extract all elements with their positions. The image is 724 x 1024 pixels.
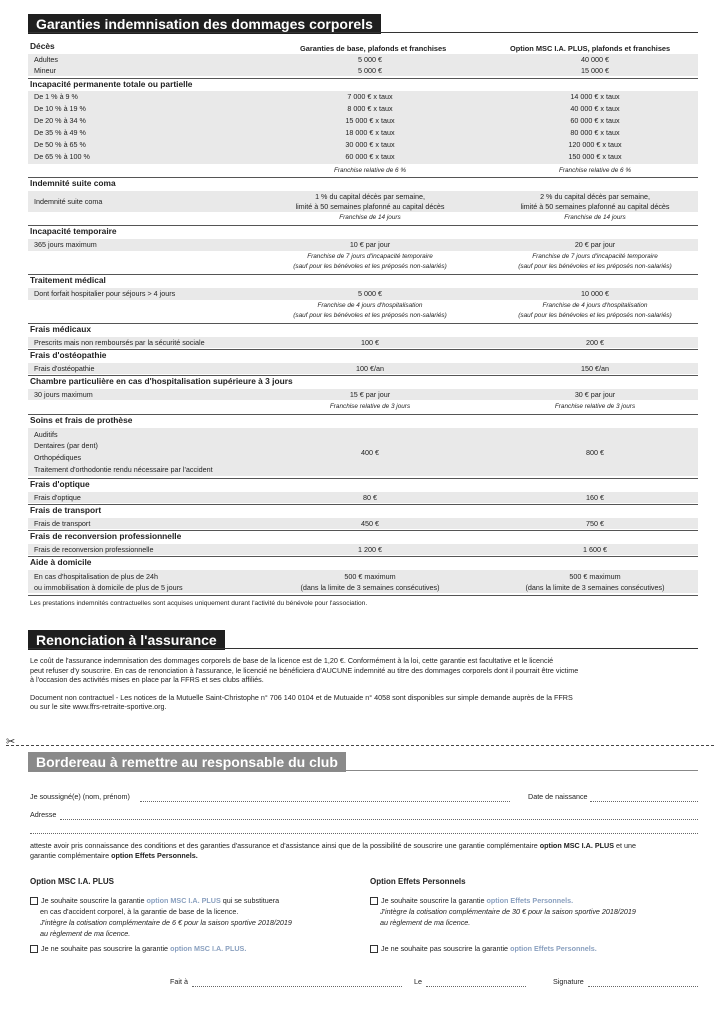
row-label: 365 jours maximum (34, 240, 97, 249)
option-name: option MSC I.A. PLUS (146, 896, 221, 905)
franchise-note: (sauf pour les bénévoles et les préposés non-salariés) (518, 263, 672, 270)
category-frais-medicaux: Frais médicaux (30, 324, 91, 334)
option-text: Je ne souhaite pas souscrire la garantie (381, 944, 509, 953)
value-base: 100 €/an (356, 364, 384, 373)
row-rule (28, 225, 698, 226)
option-text: J'intègre la cotisation complémentaire de 6 € pour la saison sportive 2018/2019 (40, 918, 292, 927)
option-text: au règlement de ma licence. (380, 918, 471, 927)
row-label: De 35 % à 49 % (34, 128, 86, 137)
value-base: 30 000 € x taux (345, 140, 395, 149)
category-incapacite: Incapacité temporaire (30, 226, 117, 236)
value-plus: 800 € (586, 448, 604, 457)
category-prothese: Soins et frais de prothèse (30, 415, 133, 425)
checkbox[interactable] (30, 945, 38, 953)
franchise-note: Franchise de 14 jours (564, 214, 626, 221)
value-plus: 40 000 € x taux (570, 104, 620, 113)
row-rule (28, 274, 698, 275)
section-title-renonciation: Renonciation à l'assurance (28, 630, 225, 650)
row-rule (28, 595, 698, 596)
cut-line (6, 745, 714, 746)
title-rule (28, 770, 698, 771)
atteste-text: garantie complémentaire (30, 850, 110, 860)
option-msc-no[interactable] (30, 944, 246, 953)
option-name: option MSC I.A. PLUS. (170, 944, 247, 953)
row-rule (28, 504, 698, 505)
category-traitement: Traitement médical (30, 275, 106, 285)
address-field-line2[interactable] (30, 832, 698, 834)
row-label: ou immobilisation à domicile de plus de 5 jours (34, 583, 183, 592)
category-optique: Frais d'optique (30, 479, 90, 489)
row-label: Dont forfait hospitalier pour séjours > 4 jours (34, 289, 176, 298)
atteste-text: atteste avoir pris connaissance des conditions et des garanties d'assurance et d'assistance ainsi que de la possibilité de souscrire une garantie complémentaire (30, 841, 538, 850)
option-effets-title: Option Effets Personnels (370, 877, 466, 886)
value-base: limité à 50 semaines plafonné au capital décès (295, 202, 445, 211)
value-plus: 15 000 € (581, 66, 609, 75)
birthdate-label: Date de naissance (528, 792, 588, 801)
value-plus: 150 €/an (581, 364, 609, 373)
value-base: 15 € par jour (349, 390, 391, 399)
value-base: 5 000 € (358, 66, 382, 75)
row-label: Prescrits mais non remboursés par la sécurité sociale (34, 338, 205, 347)
option-text: J'intègre la cotisation complémentaire de 30 € pour la saison sportive 2018/2019 (380, 907, 636, 916)
value-base: 1 200 € (358, 545, 382, 554)
row-label-adultes: Adultes (34, 55, 58, 64)
value-plus: 20 € par jour (574, 240, 616, 249)
value-plus: 200 € (586, 338, 604, 347)
row-rule (28, 478, 698, 479)
paragraph-line: ou sur le site www.ffrs-retraite-sportive.org. (30, 702, 167, 711)
value-base: 400 € (361, 448, 379, 457)
checkbox[interactable] (370, 945, 378, 953)
franchise-note: Franchise relative de 6 % (558, 167, 632, 174)
value-base: 10 € par jour (349, 240, 391, 249)
value-base: 7 000 € x taux (347, 92, 393, 101)
value-plus: 40 000 € (581, 55, 609, 64)
option-text: au règlement de ma licence. (40, 929, 131, 938)
value-plus: 120 000 € x taux (568, 140, 622, 149)
option-text: qui se substituera (222, 896, 280, 905)
option-effets-yes[interactable] (370, 896, 573, 905)
value-plus: (dans la limite de 3 semaines consécutives) (525, 583, 665, 592)
address-field[interactable] (60, 818, 698, 820)
place-field[interactable] (192, 985, 402, 987)
franchise-note: Franchise de 4 jours d'hospitalisation (317, 302, 423, 309)
signature-field[interactable] (588, 985, 698, 987)
option-text: Je souhaite souscrire la garantie (41, 896, 145, 905)
row-rule (28, 323, 698, 324)
title-rule (28, 648, 698, 649)
row-label: Dentaires (par dent) (34, 441, 98, 450)
category-coma: Indemnité suite coma (30, 178, 116, 188)
scissors-icon: ✂ (6, 736, 16, 748)
row-label: Orthopédiques (34, 453, 82, 462)
category-reconversion: Frais de reconversion professionnelle (30, 531, 182, 541)
value-plus: 14 000 € x taux (570, 92, 620, 101)
atteste-text: et une (616, 841, 637, 850)
paragraph-line: peut refuser d'y souscrire. En cas de renonciation à l'assurance, le licencié ne bénéficiera d'AUCUNE indemnité au titre des dommages corporels dont il pourrait être victime (30, 665, 579, 675)
row-label: De 1 % à 9 % (34, 92, 78, 101)
value-base: 1 % du capital décès par semaine, (315, 192, 425, 201)
row-label: De 50 % à 65 % (34, 140, 86, 149)
value-base: 60 000 € x taux (345, 152, 395, 161)
footnote: Les prestations indemnités contractuelles sont acquises uniquement durant l'activité du bénévole pour l'association. (30, 600, 368, 607)
date-field[interactable] (426, 985, 526, 987)
option-name: option Effets Personnels. (510, 944, 597, 953)
value-plus: 10 000 € (581, 289, 609, 298)
value-plus: 160 € (586, 493, 604, 502)
franchise-note: Franchise relative de 3 jours (329, 403, 411, 410)
soussigne-label: Je soussigné(e) (nom, prénom) (30, 792, 130, 801)
birthdate-field[interactable] (590, 800, 698, 802)
value-base: 5 000 € (358, 289, 382, 298)
option-msc-title: Option MSC I.A. PLUS (30, 877, 114, 886)
franchise-note: (sauf pour les bénévoles et les préposés non-salariés) (293, 263, 447, 270)
value-base: 100 € (361, 338, 379, 347)
franchise-note: Franchise de 7 jours d'incapacité temporaire (307, 253, 433, 260)
value-plus: 80 000 € x taux (570, 128, 620, 137)
row-label: Frais d'ostéopathie (34, 364, 95, 373)
row-label: Auditifs (34, 430, 58, 439)
franchise-note: Franchise de 14 jours (339, 214, 401, 221)
section-title-garanties: Garanties indemnisation des dommages corporels (28, 14, 381, 34)
value-base: 450 € (361, 519, 379, 528)
value-plus: 2 % du capital décès par semaine, (540, 192, 650, 201)
value-plus: 150 000 € x taux (568, 152, 622, 161)
row-label: 30 jours maximum (34, 390, 93, 399)
franchise-note: Franchise relative de 6 % (333, 167, 407, 174)
name-field[interactable] (140, 800, 510, 802)
franchise-note: Franchise de 4 jours d'hospitalisation (542, 302, 648, 309)
franchise-note: (sauf pour les bénévoles et les préposés non-salariés) (518, 312, 672, 319)
section-title-bordereau: Bordereau à remettre au responsable du club (28, 752, 346, 772)
value-plus: 750 € (586, 519, 604, 528)
category-osteopathie: Frais d'ostéopathie (30, 350, 107, 360)
option-effets-no[interactable] (370, 944, 597, 953)
checkbox[interactable] (370, 897, 378, 905)
row-label: De 65 % à 100 % (34, 152, 90, 161)
franchise-note: Franchise relative de 3 jours (554, 403, 636, 410)
value-plus: 30 € par jour (574, 390, 616, 399)
row-label: De 10 % à 19 % (34, 104, 86, 113)
category-chambre: Chambre particulière en cas d'hospitalisation supérieure à 3 jours (30, 376, 293, 386)
option-name: option Effets Personnels. (486, 896, 574, 905)
category-transport: Frais de transport (30, 505, 102, 515)
row-label: Indemnité suite coma (34, 197, 103, 206)
value-base: (dans la limite de 3 semaines consécutives) (300, 583, 440, 592)
franchise-note: (sauf pour les bénévoles et les préposés non-salariés) (293, 312, 447, 319)
row-label: De 20 % à 34 % (34, 116, 86, 125)
row-label: En cas d'hospitalisation de plus de 24h (34, 572, 159, 581)
option-name: option MSC I.A. PLUS (539, 841, 615, 850)
category-aide: Aide à domicile (30, 557, 92, 567)
fait-label: Fait à (170, 977, 188, 986)
value-base: 15 000 € x taux (345, 116, 395, 125)
option-text: Je ne souhaite pas souscrire la garantie (41, 944, 169, 953)
value-base: 8 000 € x taux (347, 104, 393, 113)
row-rule (28, 556, 698, 557)
title-rule (28, 32, 698, 33)
option-name: option Effets Personnels. (111, 850, 198, 860)
address-label: Adresse (30, 810, 57, 819)
paragraph-line: à l'occasion des activités mises en place par la FFRS et ses clubs affiliés. (30, 675, 264, 684)
option-msc-yes[interactable] (30, 896, 279, 905)
value-plus: 500 € maximum (569, 572, 621, 581)
row-label: Traitement d'orthodontie rendu nécessaire par l'accident (34, 465, 213, 474)
value-base: 18 000 € x taux (345, 128, 395, 137)
date-label: Le (414, 977, 422, 986)
option-text: en cas d'accident corporel, à la garantie de base de la licence. (40, 907, 239, 916)
column-header-base: Garanties de base, plafonds et franchises (300, 44, 447, 53)
signature-label: Signature (553, 977, 584, 986)
value-plus: limité à 50 semaines plafonné au capital décès (520, 202, 670, 211)
row-label: Frais d'optique (34, 493, 81, 502)
category-deces: Décès (30, 41, 55, 51)
row-label: Frais de reconversion professionnelle (34, 545, 154, 554)
checkbox[interactable] (30, 897, 38, 905)
option-text: Je souhaite souscrire la garantie (381, 896, 485, 905)
column-header-plus: Option MSC I.A. PLUS, plafonds et franchises (510, 44, 671, 53)
value-base: 80 € (363, 493, 377, 502)
row-label-mineur: Mineur (34, 66, 56, 75)
paragraph-line: Le coût de l'assurance indemnisation des dommages corporels de base de la licence est de 1,20 €. Conformément à la loi, cette garantie est facultative et le licencié (30, 656, 554, 665)
row-rule (28, 177, 698, 178)
value-plus: 60 000 € x taux (570, 116, 620, 125)
category-ipp: Incapacité permanente totale ou partielle (30, 79, 193, 89)
franchise-note: Franchise de 7 jours d'incapacité temporaire (532, 253, 658, 260)
row-rule (28, 349, 698, 350)
value-base: 500 € maximum (344, 572, 396, 581)
row-label: Frais de transport (34, 519, 91, 528)
value-plus: 1 600 € (583, 545, 607, 554)
value-base: 5 000 € (358, 55, 382, 64)
paragraph-line: Document non contractuel - Les notices de la Mutuelle Saint-Christophe n° 706 140 0104 et de Mutuaide n° 4058 sont disponibles sur simple demande auprès de la FFRS (30, 692, 573, 702)
